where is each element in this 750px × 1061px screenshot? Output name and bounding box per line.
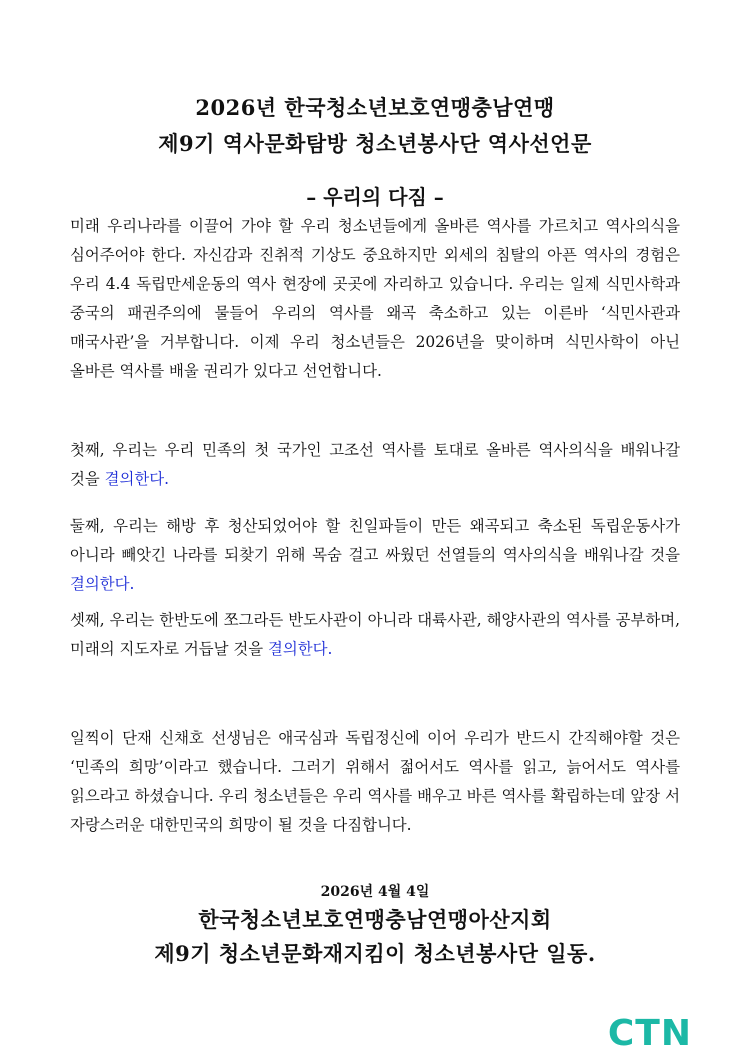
- resolution-second-resolve: 결의한다.: [70, 575, 135, 593]
- document-subtitle: – 우리의 다짐 –: [306, 185, 444, 209]
- resolution-first-text: 첫째, 우리는 우리 민족의 첫 국가인 고조선 역사를 토대로 올바른 역사의식을 배워나갈 것을: [70, 441, 680, 488]
- declaration-date: 2026년 4월 4일: [320, 884, 430, 900]
- resolution-third-resolve: 결의한다.: [267, 640, 333, 658]
- resolution-third: [70, 606, 680, 664]
- resolution-first-resolve: 결의한다.: [104, 470, 170, 488]
- ctn-logo: CTN: [607, 1013, 692, 1054]
- resolution-third-text: 셋째, 우리는 한반도에 쪼그라든 반도사관이 아니라 대륙사관, 해양사관의 역사를 공부하며, 미래의 지도자로 거듭날 것을: [70, 611, 680, 658]
- signature-organization: 한국청소년보호연맹충남연맹아산지회: [198, 907, 552, 932]
- signature-group: 제9기 청소년문화재지킴이 청소년봉사단 일동.: [154, 941, 596, 966]
- resolution-second-text: 둘째, 우리는 해방 후 청산되었어야 할 친일파들이 만든 왜곡되고 축소된 독립운동사가 아니라 빼앗긴 나라를 되찾기 위해 목숨 걸고 싸웠던 선열들의 역사의식을 배워나갈 것을: [70, 517, 680, 564]
- resolution-second: [70, 512, 680, 599]
- intro-paragraph: 미래 우리나라를 이끌어 가야 할 우리 청소년들에게 올바른 역사를 가르치고 역사의식을 심어주어야 한다. 자신감과 진취적 기상도 중요하지만 외세의 침탈의 아픈 역사의 경험은 우리 4.4 독립만세운동의 역사 현장에 곳곳에 자리하고 있습니다. 우리는 일제 식민사학과 중국의 패권주의에 물들어 우리의 역사를 왜곡 축소하고 있는 이른바 ‘식민사관과 매국사관’을 거부합니다. 이제 우리 청소년들은 2026년을 맞이하며 식민사학이 아닌 올바른 역사를 배울 권리가 있다고 선언합니다.: [70, 217, 680, 380]
- resolution-first: [70, 436, 680, 494]
- document-title-line2: 제9기 역사문화탐방 청소년봉사단 역사선언문: [158, 131, 592, 156]
- closing-paragraph: 일찍이 단재 신채호 선생님은 애국심과 독립정신에 이어 우리가 반드시 간직해야할 것은 ‘민족의 희망’이라고 했습니다. 그러기 위해서 젊어서도 역사를 읽고, 늙어서도 역사를 읽으라고 하셨습니다. 우리 청소년들은 우리 역사를 배우고 바른 역사를 확립하는데 앞장 서 자랑스러운 대한민국의 희망이 될 것을 다짐합니다.: [70, 729, 680, 834]
- document-title-line1: 2026년 한국청소년보호연맹충남연맹: [195, 95, 555, 120]
